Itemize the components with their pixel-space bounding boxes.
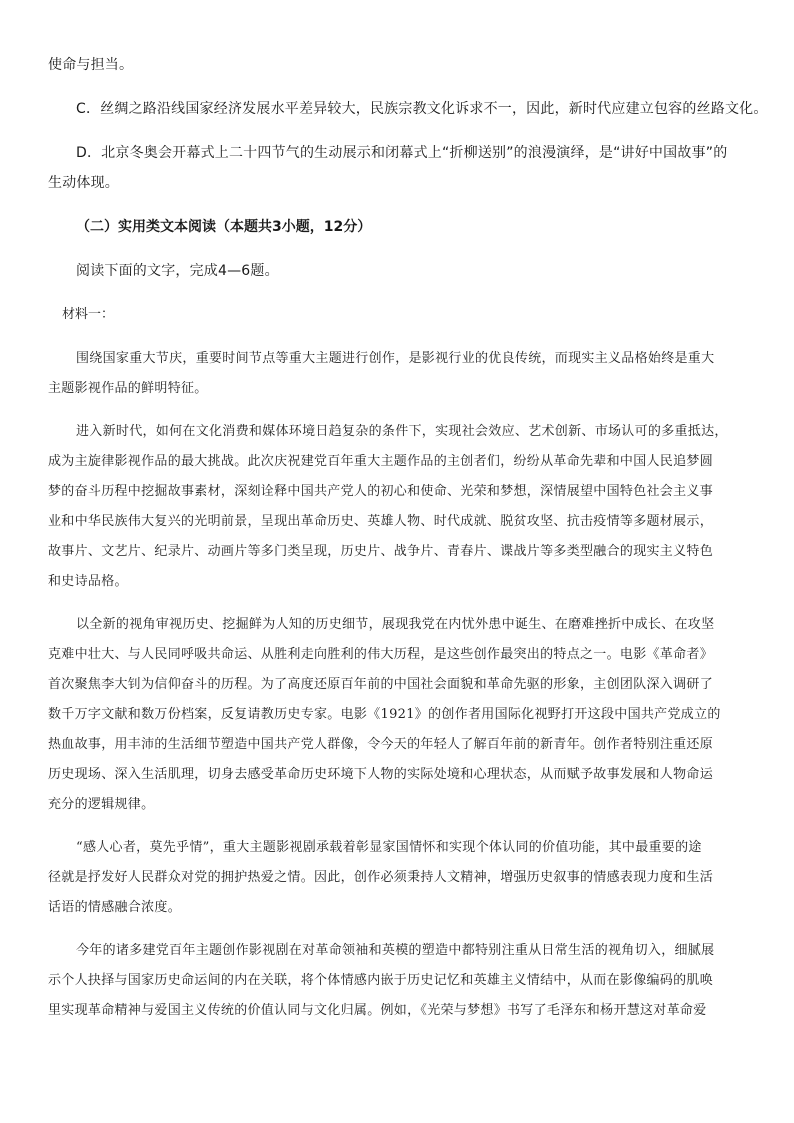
option-d-line-2: 生动体现。 bbox=[48, 175, 119, 191]
document-page bbox=[48, 50, 768, 1026]
paragraph-line: 历史现场、深入生活肌理，切身去感受革命历史环境下人物的实际处境和心理状态，从而赋予故事发展和人物命运 bbox=[48, 767, 714, 782]
paragraph-4 bbox=[48, 833, 748, 923]
paragraph-3 bbox=[48, 610, 748, 820]
paragraph-line: 故事片、文艺片、纪录片、动画片等多门类呈现，历史片、战争片、青春片、谍战片等多类型融合的现实主义特色 bbox=[48, 544, 714, 559]
option-d-line-1: D．北京冬奥会开幕式上二十四节气的生动展示和闭幕式上“折柳送别”的浪漫演绎，是“讲好中国故事”的 bbox=[76, 145, 728, 161]
paragraph-line: 首次聚焦李大钊为信仰奋斗的历程。为了高度还原百年前的中国社会面貌和革命先驱的形象，主创团队深入调研了 bbox=[48, 677, 714, 692]
paragraph-line: “感人心者，莫先乎情”，重大主题影视剧承载着彰显家国情怀和实现个体认同的价值功能，其中最重要的途 bbox=[76, 840, 702, 855]
paragraph-5 bbox=[48, 936, 748, 1026]
paragraph-line: 业和中华民族伟大复兴的光明前景，呈现出革命历史、英雄人物、时代成就、脱贫攻坚、抗击疫情等多题材展示， bbox=[48, 514, 714, 529]
paragraph-line: 主题影视作品的鲜明特征。 bbox=[48, 381, 208, 396]
option-b-tail: 使命与担当。 bbox=[48, 57, 134, 73]
paragraph-line: 和史诗品格。 bbox=[48, 574, 128, 589]
paragraph-line: 示个人抉择与国家历史命运间的内在关联，将个体情感内嵌于历史记忆和英雄主义情结中，从而在影像编码的肌唤 bbox=[48, 973, 714, 988]
paragraph-line: 里实现革命精神与爱国主义传统的价值认同与文化归属。例如，《光荣与梦想》书写了毛泽东和杨开慧这对革命爱 bbox=[48, 1003, 707, 1018]
paragraph-1 bbox=[48, 344, 748, 404]
paragraph-line: 克难中壮大、与人民同呼吸共命运、从胜利走向胜利的伟大历程，是这些创作最突出的特点之一。电影《革命者》 bbox=[48, 647, 714, 662]
paragraph-line: 梦的奋斗历程中挖掘故事素材，深刻诠释中国共产党人的初心和使命、光荣和梦想，深情展望中国特色社会主义事 bbox=[48, 484, 714, 499]
paragraph-2 bbox=[48, 417, 748, 597]
paragraph-line: 径就是抒发好人民群众对党的拥护热爱之情。因此，创作必须秉持人文精神，增强历史叙事的情感表现力度和生活 bbox=[48, 870, 714, 885]
paragraph-line: 围绕国家重大节庆，重要时间节点等重大主题进行创作，是影视行业的优良传统，而现实主义品格始终是重大 bbox=[76, 351, 715, 366]
paragraph-line: 充分的逻辑规律。 bbox=[48, 797, 155, 812]
option-c: C．丝绸之路沿线国家经济发展水平差异较大，民族宗教文化诉求不一，因此，新时代应建立包容的丝路文化。 bbox=[76, 101, 768, 117]
paragraph-line: 数千万字文献和数万份档案，反复请教历史专家。电影《1921》的创作者用国际化视野打开这段中国共产党成立的 bbox=[48, 707, 721, 722]
paragraph-line: 热血故事，用丰沛的生活细节塑造中国共产党人群像，令今天的年轻人了解百年前的新青年。创作者特别注重还原 bbox=[48, 737, 714, 752]
material-label: 材料一： bbox=[62, 307, 115, 322]
paragraph-line: 今年的诸多建党百年主题创作影视剧在对革命领袖和英模的塑造中都特别注重从日常生活的视角切入，细腻展 bbox=[76, 943, 715, 958]
paragraph-line: 成为主旋律影视作品的最大挑战。此次庆祝建党百年重大主题作品的主创者们，纷纷从革命先辈和中国人民追梦圆 bbox=[48, 454, 714, 469]
section-title: （二）实用类文本阅读（本题共3小题，12分） bbox=[76, 219, 372, 235]
reading-instruction: 阅读下面的文字，完成4—6题。 bbox=[76, 263, 279, 279]
paragraph-line: 以全新的视角审视历史、挖掘鲜为人知的历史细节，展现我党在内忧外患中诞生、在磨难挫折中成长、在攻坚 bbox=[76, 617, 715, 632]
paragraph-line: 进入新时代，如何在文化消费和媒体环境日趋复杂的条件下，实现社会效应、艺术创新、市场认可的多重抵达， bbox=[76, 424, 728, 439]
paragraph-line: 话语的情感融合浓度。 bbox=[48, 900, 182, 915]
